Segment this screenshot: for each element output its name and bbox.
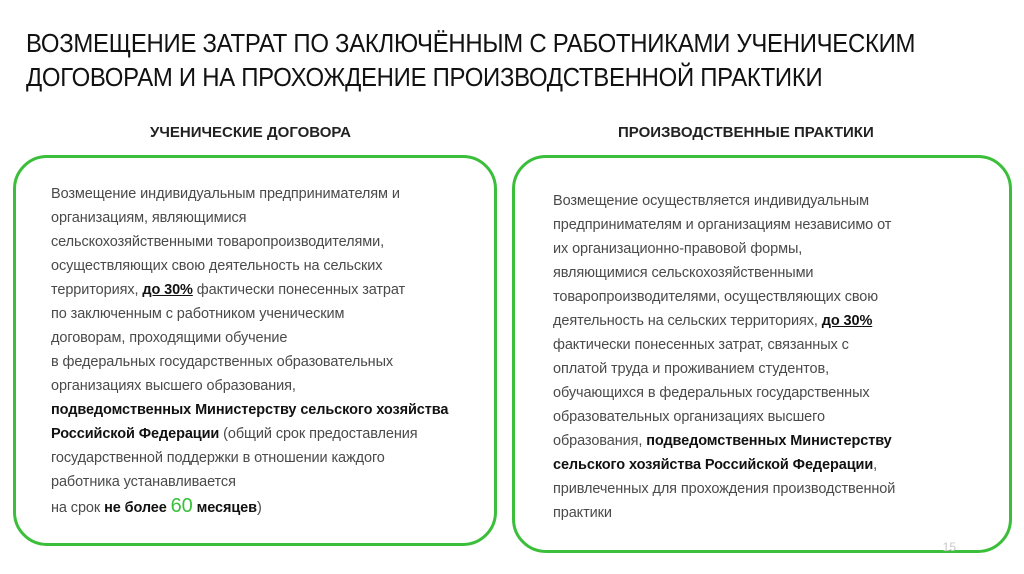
federation-highlight: Российской Федерации (51, 426, 220, 442)
text-line (51, 494, 501, 520)
federation-highlight: сельского хозяйства Российской Федерации (553, 457, 874, 473)
text-line: практики (553, 505, 612, 521)
text-line: организациям, являющимися (51, 210, 247, 226)
text-line (553, 453, 1011, 477)
apprenticeship-contracts-text (51, 182, 501, 520)
limit-highlight: не более (104, 500, 171, 516)
right-column-heading: ПРОИЗВОДСТВЕННЫЕ ПРАКТИКИ (618, 124, 874, 141)
industrial-practice-text (553, 189, 1011, 525)
percentage-highlight: до 30% (142, 282, 193, 298)
text-line: сельскохозяйственными товаропроизводителями, (51, 234, 385, 250)
text-line: осуществляющих свою деятельность на сельских (51, 258, 383, 274)
text-fragment: , (873, 457, 878, 473)
text-fragment: деятельность на сельских территориях, (553, 313, 822, 329)
ministry-highlight: подведомственных Министерству (646, 433, 892, 449)
percentage-highlight: до 30% (821, 313, 873, 329)
text-line: товаропроизводителями, осуществляющих свою (553, 289, 879, 305)
text-line: государственной поддержки в отношении каждого (51, 450, 385, 466)
text-line: обучающихся в федеральных государственных (553, 385, 870, 401)
text-fragment: ) (256, 500, 262, 516)
months-label: месяцев (192, 500, 257, 516)
text-line (553, 429, 1011, 453)
left-column-heading: УЧЕНИЧЕСКИЕ ДОГОВОРА (150, 124, 351, 141)
text-line: договорам, проходящими обучение (51, 330, 288, 346)
text-fragment: фактически понесенных затрат (192, 282, 406, 298)
page-number: 15 (942, 540, 956, 554)
text-line: оплатой труда и проживанием студентов, (553, 361, 830, 377)
text-fragment: на срок (51, 500, 105, 516)
text-line: привлеченных для прохождения производственной (553, 481, 896, 497)
text-line: работника устанавливается (51, 474, 236, 490)
text-line: организациях высшего образования, (51, 378, 296, 394)
ministry-highlight: подведомственных Министерству сельского хозяйства (51, 402, 449, 418)
text-fragment: образования, (553, 433, 647, 449)
slide-title-line-1: ВОЗМЕЩЕНИЕ ЗАТРАТ ПО ЗАКЛЮЧЁННЫМ С РАБОТНИКАМИ УЧЕНИЧЕСКИМ (26, 28, 916, 58)
text-line (51, 422, 501, 446)
text-line: фактически понесенных затрат, связанных с (553, 337, 849, 353)
text-fragment: территориях, (51, 282, 143, 298)
text-line: их организационно-правовой формы, (553, 241, 803, 257)
slide-title (26, 26, 916, 94)
text-line (553, 309, 1011, 333)
text-line: образовательных организациях высшего (553, 409, 825, 425)
slide-title-line-2: ДОГОВОРАМ И НА ПРОХОЖДЕНИЕ ПРОИЗВОДСТВЕННОЙ ПРАКТИКИ (26, 62, 823, 92)
text-fragment: (общий срок предоставления (219, 426, 418, 442)
text-line: Возмещение осуществляется индивидуальным (553, 193, 869, 209)
apprenticeship-contracts-box (13, 155, 497, 546)
months-count: 60 (170, 495, 193, 517)
industrial-practice-box (512, 155, 1012, 553)
text-line: в федеральных государственных образовательных (51, 354, 394, 370)
text-line: по заключенным с работником ученическим (51, 306, 345, 322)
text-line: Возмещение индивидуальным предпринимателям и (51, 186, 400, 202)
text-line: предпринимателям и организациям независимо от (553, 217, 892, 233)
text-line (51, 278, 501, 302)
text-line: являющимися сельскохозяйственными (553, 265, 814, 281)
